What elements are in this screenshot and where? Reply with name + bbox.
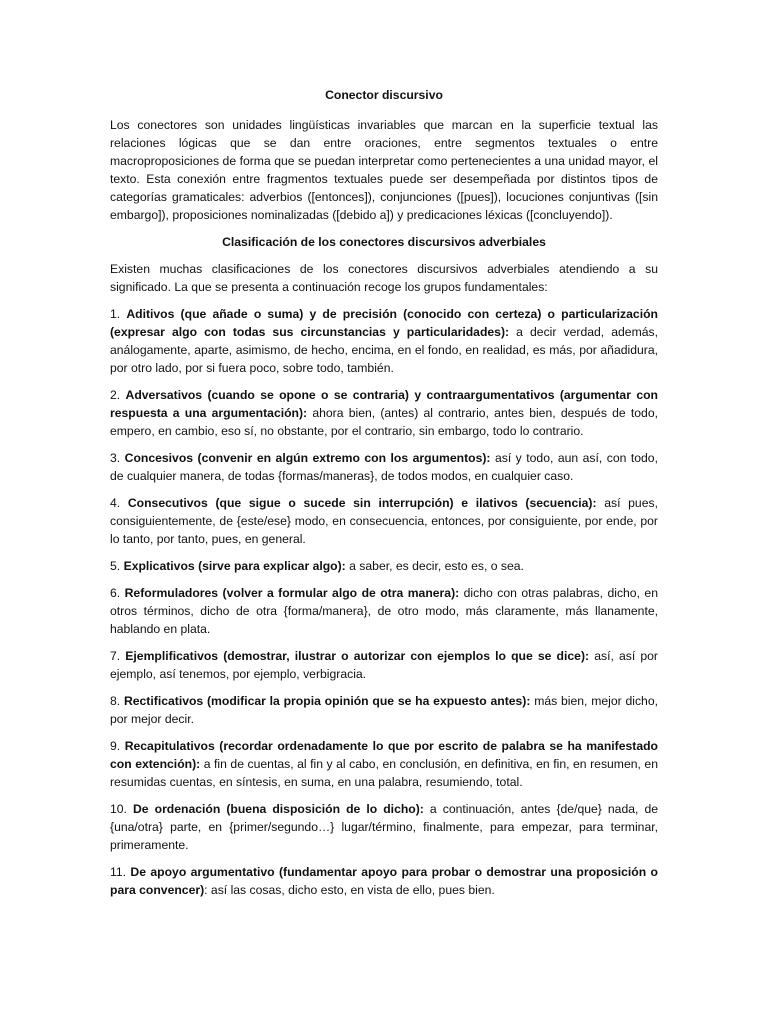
item-heading: Consecutivos (que sigue o sucede sin interrupción) e ilativos (secuencia): xyxy=(127,496,597,510)
item-text: a decir verdad, además, análogamente, aparte, asimismo, de hecho, encima, en el fondo, en realidad, es más, por añadidura, por otro lado, por si fuera poco, sobre todo, también. xyxy=(110,325,658,375)
document-title: Conector discursivo xyxy=(325,88,443,102)
item-number: 10. xyxy=(110,802,133,816)
item-number: 8. xyxy=(110,694,124,708)
intro-paragraph: Los conectores son unidades lingüísticas invariables que marcan en la superficie textual las relaciones lógicas que se dan entre oraciones, entre segmentos textuales o entre macroproposiciones de forma que se puedan interpretar como pertenecientes a una unidad mayor, el texto. Esta conexión entre fragmentos textuales puede ser desempeñada por distintos tipos de categorías gramaticales: adverbios ([entonces]), conjunciones ([pues]), locuciones conjuntivas ([sin embargo]), proposiciones nominalizadas ([debido a]) y predicaciones léxicas ([concluyendo]). xyxy=(110,118,658,222)
list-item-ejemplificativos xyxy=(110,647,658,683)
item-text: a continuación, antes {de/que} nada, de {una/otra} parte, en {primer/segundo…} lugar/término, finalmente, para empezar, para terminar, primeramente. xyxy=(110,802,658,852)
item-text: a fin de cuentas, al fin y al cabo, en conclusión, en definitiva, en fin, en resumen, en resumidas cuentas, en síntesis, en suma, en una palabra, resumiendo, total. xyxy=(110,757,658,789)
item-heading: Ejemplificativos (demostrar, ilustrar o autorizar con ejemplos lo que se dice): xyxy=(125,649,590,663)
item-number: 2. xyxy=(110,388,126,402)
list-item-adversativos xyxy=(110,386,658,440)
item-heading: Explicativos (sirve para explicar algo): xyxy=(123,559,346,573)
item-text: a saber, es decir, esto es, o sea. xyxy=(345,559,524,573)
list-item-aditivos xyxy=(110,305,658,377)
list-item-apoyo-argumentativo xyxy=(110,863,658,899)
item-text: : así las cosas, dicho esto, en vista de ello, pues bien. xyxy=(204,883,495,897)
list-item-rectificativos xyxy=(110,692,658,728)
item-text: ahora bien, (antes) al contrario, antes bien, después de todo, empero, en cambio, eso sí, no obstante, por el contrario, sin embargo, todo lo contrario. xyxy=(110,406,658,438)
item-number: 5. xyxy=(110,559,124,573)
list-item-reformuladores xyxy=(110,584,658,638)
item-heading: Rectificativos (modificar la propia opinión que se ha expuesto antes): xyxy=(123,694,531,708)
item-number: 1. xyxy=(110,307,127,321)
item-heading: Aditivos (que añade o suma) y de precisión (conocido con certeza) o particularización (expresar algo con todas sus circunstancias y particularidades): xyxy=(110,307,658,339)
list-item-concesivos xyxy=(110,449,658,485)
item-text: más bien, mejor dicho, por mejor decir. xyxy=(110,694,658,726)
item-number: 11. xyxy=(110,865,131,879)
item-number: 6. xyxy=(110,586,125,600)
item-heading: Recapitulativos (recordar ordenadamente lo que por escrito de palabra se ha manifestado con extención): xyxy=(110,739,658,771)
section-intro-paragraph: Existen muchas clasificaciones de los conectores discursivos adverbiales atendiendo a su significado. La que se presenta a continuación recoge los grupos fundamentales: xyxy=(110,262,658,294)
item-heading: Adversativos (cuando se opone o se contraria) y contraargumentativos (argumentar con respuesta a una argumentación): xyxy=(110,388,658,420)
item-number: 3. xyxy=(110,451,125,465)
item-text: así, así por ejemplo, así tenemos, por ejemplo, verbigracia. xyxy=(110,649,658,681)
item-number: 9. xyxy=(110,739,125,753)
item-number: 7. xyxy=(110,649,126,663)
item-text: dicho con otras palabras, dicho, en otros términos, dicho de otra {forma/manera}, de otro modo, más claramente, más llanamente, hablando en plata. xyxy=(110,586,658,636)
item-number: 4. xyxy=(110,496,128,510)
item-text: así pues, consiguientemente, de {este/ese} modo, en consecuencia, entonces, por consiguiente, por ende, por lo tanto, por tanto, pues, en general. xyxy=(110,496,658,546)
list-item-explicativos xyxy=(110,557,658,575)
item-heading: De ordenación (buena disposición de lo dicho): xyxy=(133,802,424,816)
list-item-consecutivos xyxy=(110,494,658,548)
item-text: así y todo, aun así, con todo, de cualquier manera, de todas {formas/maneras}, de todos modos, en cualquier caso. xyxy=(110,451,658,483)
section-title: Clasificación de los conectores discursivos adverbiales xyxy=(222,235,546,249)
list-item-recapitulativos xyxy=(110,737,658,791)
item-heading: De apoyo argumentativo (fundamentar apoyo para probar o demostrar una proposición o para convencer) xyxy=(110,865,658,897)
item-heading: Concesivos (convenir en algún extremo con los argumentos): xyxy=(124,451,491,465)
list-item-ordenacion xyxy=(110,800,658,854)
item-heading: Reformuladores (volver a formular algo de otra manera): xyxy=(124,586,460,600)
document-page xyxy=(110,80,658,908)
